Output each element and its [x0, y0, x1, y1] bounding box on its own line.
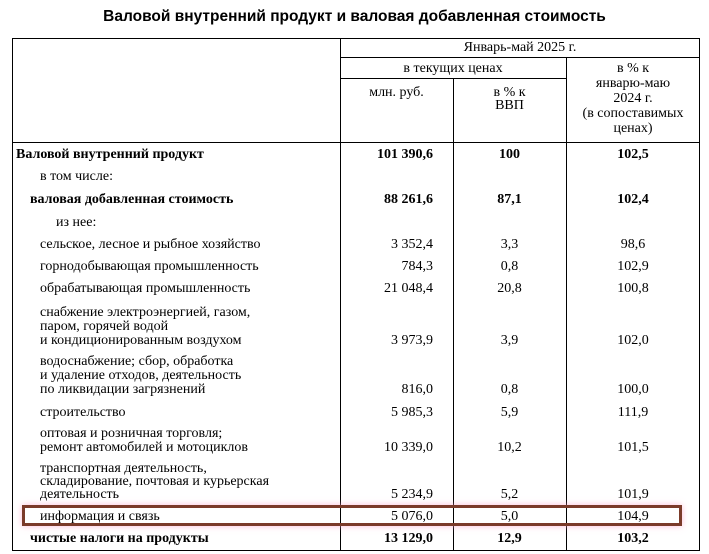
cell-pct-prev-year: 102,5 [617, 147, 649, 162]
right-border [699, 38, 700, 551]
header-current-prices: в текущих ценах [403, 61, 503, 76]
row-label: строительство [40, 405, 126, 420]
row-label: оптовая и розничная торговля; [40, 426, 223, 441]
cell-mln-rub: 816,0 [401, 382, 433, 397]
cell-pct-gdp: 0,8 [500, 259, 519, 274]
cell-mln-rub: 5 076,0 [391, 509, 433, 524]
cell-pct-gdp: 5,2 [500, 487, 519, 502]
period-underline [340, 57, 700, 58]
row-label-line3: деятельность [40, 487, 120, 502]
row-label-line2: ремонт автомобилей и мотоциклов [40, 440, 248, 455]
cell-pct-prev-year: 104,9 [617, 509, 649, 524]
cell-mln-rub: 21 048,4 [384, 281, 433, 296]
header-bottom-border [12, 142, 700, 143]
cell-pct-gdp: 20,8 [497, 281, 522, 296]
header-comparable-4: (в сопоставимых [582, 106, 684, 121]
cell-pct-prev-year: 101,9 [617, 487, 649, 502]
row-label: водоснабжение; сбор, обработка [40, 354, 234, 369]
header-comparable-1: в % к [616, 61, 650, 76]
cell-mln-rub: 3 352,4 [391, 237, 433, 252]
cell-pct-prev-year: 103,2 [617, 531, 649, 546]
cell-pct-prev-year: 100,0 [617, 382, 649, 397]
cell-pct-gdp: 100 [499, 147, 520, 162]
cell-pct-prev-year: 111,9 [617, 405, 649, 420]
cell-pct-prev-year: 102,9 [617, 259, 649, 274]
cell-pct-prev-year: 101,5 [617, 440, 649, 455]
cell-pct-gdp: 5,0 [500, 509, 519, 524]
cell-pct-gdp: 3,3 [500, 237, 519, 252]
row-label-line2: паром, горячей водой [40, 319, 169, 334]
row-label: сельское, лесное и рыбное хозяйство [40, 237, 261, 252]
cell-mln-rub: 5 234,9 [391, 487, 433, 502]
header-pct-gdp-2: ВВП [495, 98, 524, 113]
cell-mln-rub: 5 985,3 [391, 405, 433, 420]
cell-pct-gdp: 5,9 [500, 405, 519, 420]
cell-mln-rub: 13 129,0 [384, 531, 433, 546]
row-label: снабжение электроэнергией, газом, [40, 305, 251, 320]
top-border [12, 38, 700, 39]
cell-mln-rub: 101 390,6 [377, 147, 433, 162]
cell-mln-rub: 784,3 [401, 259, 433, 274]
row-label: информация и связь [40, 509, 160, 524]
cell-mln-rub: 10 339,0 [384, 440, 433, 455]
cell-pct-gdp: 12,9 [497, 531, 522, 546]
header-period: Январь-май 2025 г. [463, 40, 577, 55]
cell-pct-prev-year: 102,0 [617, 333, 649, 348]
header-comparable-3: 2024 г. [613, 91, 653, 106]
header-comparable-5: ценах) [613, 121, 653, 136]
bottom-border [12, 550, 700, 551]
row-label: в том числе: [40, 169, 113, 184]
table-title: Валовой внутренний продукт и валовая добавленная стоимость [103, 8, 606, 25]
left-border [12, 38, 13, 551]
cell-pct-prev-year: 100,8 [617, 281, 649, 296]
row-label-line3: по ликвидации загрязнений [40, 382, 206, 397]
row-label-line2: и удаление отходов, деятельность [40, 368, 242, 383]
cell-pct-prev-year: 98,6 [620, 237, 646, 252]
row-label: из нее: [56, 215, 97, 230]
row-label: валовая добавленная стоимость [30, 192, 234, 207]
row-label: горнодобывающая промышленность [40, 259, 259, 274]
row-label: Валовой внутренний продукт [16, 147, 204, 162]
row-label-line2: складирование, почтовая и курьерская [40, 474, 270, 489]
cell-pct-gdp: 10,2 [497, 440, 522, 455]
header-comparable-2: январю-маю [595, 76, 671, 91]
row-label: транспортная деятельность, [40, 461, 207, 476]
row-label-line3: и кондиционированным воздухом [40, 333, 242, 348]
row-label: чистые налоги на продукты [30, 531, 209, 546]
row-highlight-box [22, 505, 682, 526]
header-pct-gdp-1: в % к [493, 85, 526, 100]
cell-mln-rub: 88 261,6 [384, 192, 433, 207]
cell-mln-rub: 3 973,9 [391, 333, 433, 348]
row-label: обрабатывающая промышленность [40, 281, 251, 296]
cell-pct-gdp: 3,9 [500, 333, 519, 348]
cell-pct-gdp: 0,8 [500, 382, 519, 397]
header-mln-rub: млн. руб. [369, 85, 424, 100]
cell-pct-prev-year: 102,4 [617, 192, 649, 207]
cell-pct-gdp: 87,1 [497, 192, 522, 207]
